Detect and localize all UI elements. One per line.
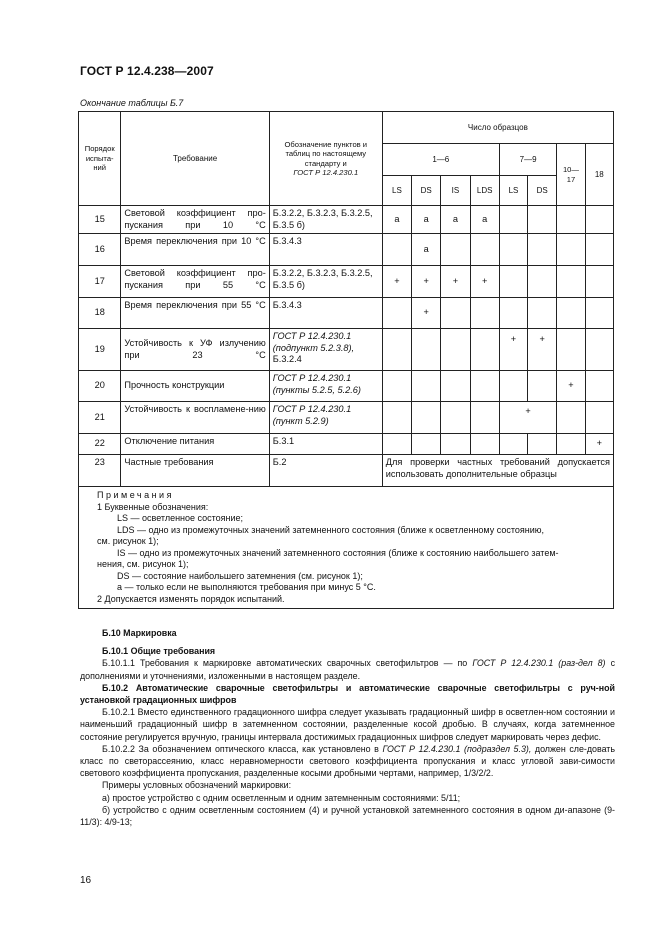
cell-mark: + bbox=[470, 266, 499, 298]
cell-mark bbox=[557, 329, 585, 371]
cell-mark bbox=[412, 434, 441, 455]
cell-mark bbox=[412, 371, 441, 402]
p3-std-ref: ГОСТ Р 12.4.230.1 (подраздел 5.3), bbox=[382, 743, 532, 754]
cell-mark bbox=[499, 234, 527, 266]
row-requirement: Время переключения при 55 °С bbox=[121, 298, 269, 329]
p1-text-b: с дополнениями и уточнениями, изложенными в настоящем разделе. bbox=[80, 658, 616, 681]
row-reference-clause: (подпункт 5.2.3.8), bbox=[272, 342, 355, 353]
table-row bbox=[79, 455, 614, 487]
row-requirement: Время переключения при 10 °С bbox=[121, 234, 269, 266]
cell-mark: а bbox=[382, 206, 411, 234]
cell-mark bbox=[441, 402, 470, 434]
row-reference-extra: Б.3.2.4 bbox=[272, 354, 302, 364]
cell-mark bbox=[585, 402, 613, 434]
row-number: 20 bbox=[79, 371, 121, 402]
cell-mark bbox=[412, 402, 441, 434]
section-heading-general: Б.10.1 Общие требования bbox=[102, 646, 216, 657]
cell-mark bbox=[382, 402, 411, 434]
cell-mark bbox=[557, 234, 585, 266]
col-head-samples: Число образцов bbox=[382, 112, 613, 144]
cell-mark bbox=[557, 266, 585, 298]
row-reference-std: ГОСТ Р 12.4.230.1 bbox=[272, 404, 352, 414]
row-reference: Б.3.4.3 bbox=[269, 298, 382, 329]
row-reference: Б.3.2.2, Б.3.2.3, Б.3.2.5, Б.3.5 б) bbox=[269, 206, 382, 234]
cell-mark: а bbox=[412, 234, 441, 266]
row-requirement: Устойчивость к воспламене-нию bbox=[121, 402, 269, 434]
cell-mark bbox=[382, 434, 411, 455]
row-reference-clause: (пункты 5.2.5, 5.2.6) bbox=[272, 384, 361, 395]
row-requirement: Прочность конструкции bbox=[121, 371, 269, 402]
cell-mark: + bbox=[585, 434, 613, 455]
row-reference: Б.3.2.2, Б.3.2.3, Б.3.2.5, Б.3.5 б) bbox=[269, 266, 382, 298]
cell-mark bbox=[412, 329, 441, 371]
row-requirement: Световой коэффициент про-пускания при 55 °С bbox=[121, 266, 269, 298]
cell-mark bbox=[585, 234, 613, 266]
section-heading-marking: Б.10 Маркировка bbox=[102, 628, 177, 638]
cell-mark: + bbox=[382, 266, 411, 298]
row-requirement: Световой коэффициент про-пускания при 10 °С bbox=[121, 206, 269, 234]
group-head-7-9: 7—9 bbox=[499, 144, 557, 176]
col-head-order: Порядок испыта-ний bbox=[79, 112, 121, 206]
note-is: IS — одно из промежуточных значений затемненного состояния (ближе к состоянию наибольшего затем- bbox=[117, 547, 559, 558]
cell-mark bbox=[557, 206, 585, 234]
cell-mark bbox=[441, 234, 470, 266]
paragraph-10-2-2 bbox=[80, 743, 615, 780]
row-number: 22 bbox=[79, 434, 121, 455]
cell-mark bbox=[585, 266, 613, 298]
cell-mark: + bbox=[412, 266, 441, 298]
paragraph-10-1-1 bbox=[80, 657, 615, 681]
col-head-reference-std: ГОСТ Р 12.4.230.1 bbox=[293, 168, 359, 177]
example-a: а) простое устройство с одним осветленным и одним затемненным состояниями: 5/11; bbox=[102, 792, 461, 803]
cell-mark bbox=[470, 329, 499, 371]
sub-head-ls: LS bbox=[382, 176, 411, 206]
sub-head-ds: DS bbox=[412, 176, 441, 206]
row-requirement: Отключение питания bbox=[121, 434, 269, 455]
cell-mark bbox=[585, 371, 613, 402]
table-row bbox=[79, 266, 614, 298]
row-number: 18 bbox=[79, 298, 121, 329]
row-reference-std: ГОСТ Р 12.4.230.1 bbox=[272, 331, 352, 341]
row-note: Для проверки частных требований допускается использовать дополнительные образцы bbox=[382, 455, 613, 487]
note-lds: LDS — одно из промежуточных значений затемненного состояния (ближе к осветленному состоянию, bbox=[117, 524, 544, 535]
cell-mark: + bbox=[528, 329, 557, 371]
cell-mark bbox=[499, 434, 527, 455]
examples-heading: Примеры условных обозначений маркировки: bbox=[102, 780, 292, 791]
group-head-1-6: 1—6 bbox=[382, 144, 499, 176]
col-head-requirement: Требование bbox=[121, 112, 269, 206]
cell-mark bbox=[382, 371, 411, 402]
page-header: ГОСТ Р 12.4.238—2007 bbox=[80, 64, 214, 78]
cell-mark bbox=[585, 298, 613, 329]
section-heading-10-2: Б.10.2 Автоматические сварочные светофильтры и автоматические сварочные светофильтры с руч-ной установкой градационных шифров bbox=[80, 682, 615, 706]
sub-head-is: IS bbox=[441, 176, 470, 206]
cell-mark bbox=[528, 234, 557, 266]
cell-mark: + bbox=[499, 402, 557, 434]
note-ls: LS — осветленное состояние; bbox=[117, 513, 244, 523]
row-number: 19 bbox=[79, 329, 121, 371]
cell-mark bbox=[470, 371, 499, 402]
row-reference bbox=[269, 402, 382, 434]
table-row bbox=[79, 371, 614, 402]
sub-head-lds: LDS bbox=[470, 176, 499, 206]
cell-mark: + bbox=[412, 298, 441, 329]
table-caption: Окончание таблицы Б.7 bbox=[80, 98, 184, 108]
group-head-10-17: 10—17 bbox=[557, 144, 585, 206]
cell-mark bbox=[382, 329, 411, 371]
cell-mark bbox=[528, 434, 557, 455]
row-reference bbox=[269, 329, 382, 371]
row-number: 23 bbox=[79, 455, 121, 487]
row-reference: Б.3.4.3 bbox=[269, 234, 382, 266]
cell-mark bbox=[528, 266, 557, 298]
row-reference-std: ГОСТ Р 12.4.230.1 bbox=[272, 373, 352, 383]
cell-mark bbox=[499, 298, 527, 329]
cell-mark bbox=[585, 329, 613, 371]
row-number: 17 bbox=[79, 266, 121, 298]
row-reference: Б.3.1 bbox=[269, 434, 382, 455]
cell-mark bbox=[585, 206, 613, 234]
row-requirement: Устойчивость к УФ излучению при 23 °С bbox=[121, 329, 269, 371]
cell-mark bbox=[499, 206, 527, 234]
row-requirement: Частные требования bbox=[121, 455, 269, 487]
col-head-reference-text: Обозначение пунктов и таблиц по настоящему стандарту и bbox=[284, 139, 368, 168]
p3-text-a: Б.10.2.2 За обозначением оптического класса, как установлено в bbox=[102, 743, 379, 754]
paragraph-10-2-1: Б.10.2.1 Вместо единственного градационного шифра следует указывать градационный шифр в осветлен-ном состоянии и наименьший градационный шифр в затемненном состоянии, разделенные косой дробью. В случаях, когда затемненное состояние регулируется вручную, границы интервала достижимых градационных шифров следует маркировать через дефис. bbox=[80, 707, 615, 742]
note-is-cont: нения, см. рисунок 1); bbox=[97, 559, 189, 569]
test-order-table bbox=[78, 111, 614, 609]
cell-mark bbox=[441, 371, 470, 402]
row-reference-clause: (пункт 5.2.9) bbox=[272, 415, 329, 426]
cell-mark bbox=[528, 206, 557, 234]
table-row bbox=[79, 206, 614, 234]
cell-mark bbox=[382, 234, 411, 266]
cell-mark bbox=[470, 298, 499, 329]
cell-mark: а bbox=[470, 206, 499, 234]
cell-mark bbox=[528, 298, 557, 329]
cell-mark bbox=[557, 434, 585, 455]
cell-mark: а bbox=[412, 206, 441, 234]
cell-mark bbox=[470, 434, 499, 455]
example-b: б) устройство с одним осветленным состоянием (4) и ручной установкой затемненного состояния в одном ди-апазоне (9-11/3): 4/9-13; bbox=[80, 804, 615, 828]
note-lds-cont: см. рисунок 1); bbox=[97, 536, 159, 546]
p3-text-b: должен сле-довать класс по светорассеянию, класс неравномерности светового коэффициента пропускания и класс угловой зави-симости светового коэффициента пропускания, разделенные косыми дробными чертами, например, 1/3/2/2. bbox=[80, 743, 615, 779]
note-1: 1 Буквенные обозначения: bbox=[97, 501, 209, 512]
page-number: 16 bbox=[80, 875, 92, 886]
sub-head-ds-2: DS bbox=[528, 176, 557, 206]
row-number: 15 bbox=[79, 206, 121, 234]
cell-mark bbox=[470, 234, 499, 266]
cell-mark bbox=[441, 298, 470, 329]
table-row bbox=[79, 234, 614, 266]
cell-mark bbox=[557, 298, 585, 329]
cell-mark: + bbox=[557, 371, 585, 402]
row-reference: Б.2 bbox=[269, 455, 382, 487]
cell-mark: а bbox=[441, 206, 470, 234]
body-text bbox=[80, 627, 615, 828]
note-a: а — только если не выполняются требования при минус 5 °С. bbox=[117, 582, 376, 592]
cell-mark bbox=[499, 371, 527, 402]
table-row bbox=[79, 434, 614, 455]
col-head-reference bbox=[269, 112, 382, 206]
table-row bbox=[79, 298, 614, 329]
row-number: 21 bbox=[79, 402, 121, 434]
p1-std-ref: ГОСТ Р 12.4.230.1 (раз-дел 8) bbox=[472, 658, 606, 669]
table-row bbox=[79, 329, 614, 371]
table-notes bbox=[79, 487, 614, 609]
cell-mark bbox=[382, 298, 411, 329]
cell-mark bbox=[470, 402, 499, 434]
cell-mark bbox=[557, 402, 585, 434]
table-row bbox=[79, 402, 614, 434]
group-head-18: 18 bbox=[585, 144, 613, 206]
row-number: 16 bbox=[79, 234, 121, 266]
note-ds: DS — состояние наибольшего затемнения (см. рисунок 1); bbox=[117, 570, 363, 581]
row-reference bbox=[269, 371, 382, 402]
cell-mark: + bbox=[499, 329, 527, 371]
cell-mark bbox=[528, 371, 557, 402]
sub-head-ls-2: LS bbox=[499, 176, 527, 206]
p1-text-a: Б.10.1.1 Требования к маркировке автоматических сварочных светофильтров — по bbox=[102, 658, 468, 669]
cell-mark bbox=[499, 266, 527, 298]
cell-mark: + bbox=[441, 266, 470, 298]
notes-title: Примечания bbox=[97, 490, 174, 500]
cell-mark bbox=[441, 329, 470, 371]
note-2: 2 Допускается изменять порядок испытаний. bbox=[97, 593, 285, 604]
cell-mark bbox=[441, 434, 470, 455]
